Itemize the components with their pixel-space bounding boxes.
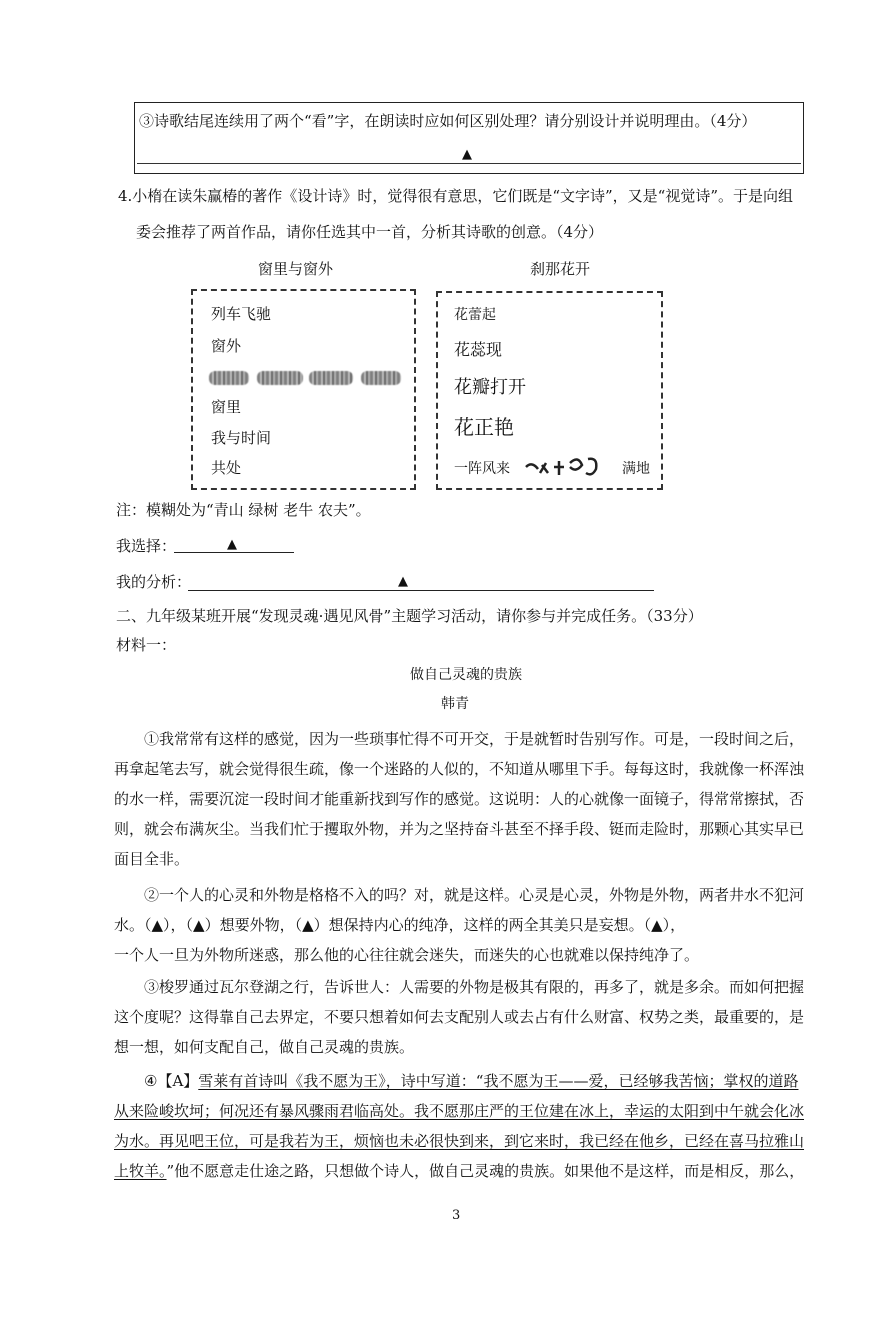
blurred-word [209,371,249,385]
poem2-line: 花蕊现 [454,340,503,359]
poem2-line: 花正艳 [454,415,514,439]
poem2-line: 花瓣打开 [454,377,526,398]
paragraph-line: ①我常常有这样的感觉，因为一些琐事忙得不可开交，于是就暂时告别写作。可是，一段时间之后， [144,730,805,748]
note: 注：模糊处为“青山 绿树 老牛 农夫”。 [116,501,371,519]
paragraph-line: 的水一样，需要沉淀一段时间才能重新找到写作的感觉。这说明：人的心就像一面镜子，得常常擦拭，否 [114,790,805,808]
poem1-line: 窗外 [211,337,242,355]
poem2-line: 满地 [622,461,650,477]
paragraph-line: 水。（▲），（▲）想要外物，（▲）想保持内心的纯净，这样的两全其美只是妄想。（▲）， [114,916,686,934]
poem2-box [436,291,663,490]
paragraph-1 [114,724,804,874]
choice-label: 我选择： [116,537,177,555]
material-1-label: 材料一： [116,636,177,654]
underlined-quote: 上牧羊。 [114,1162,167,1180]
paragraph-line: ③梭罗通过瓦尔登湖之行，告诉世人：人需要的外物是极其有限的，再多了，就是多余。而如何把握 [144,978,805,996]
poem1-line: 共处 [211,459,242,477]
paragraph-line: 再拿起笔去写，就会觉得很生疏，像一个迷路的人似的，不知道从哪里下手。每每这时，我就像一杯浑浊 [114,760,805,778]
poem1-line: 窗里 [211,398,242,416]
section-2-heading: 二、九年级某班开展“发现灵魂·遇见风骨”主题学习活动，请你参与并完成任务。（33分） [116,607,703,625]
paragraph-3 [114,972,804,1062]
underlined-quote: 为水。再见吧王位，可是我若为王，烦恼也未必很快到来，到它来时，我已经在他乡，已经在喜马拉雅山 [114,1132,805,1150]
question-4-line1: 4.小楕在读朱赢椿的著作《设计诗》时，觉得很有意思，它们既是“文字诗”，又是“视觉诗”。于是向组 [118,187,793,205]
analysis-label: 我的分析： [116,573,192,591]
question-3-text: ③诗歌结尾连续用了两个“看”字，在朗读时应如何区别处理？请分别设计并说明理由。（4分） [139,112,757,130]
underlined-quote: 从来险峻坎坷；何况还有暴风骤雨君临高处。我不愿那庄严的王位建在冰上，幸运的太阳到中午就会化冰 [114,1102,805,1120]
scattered-petals-graphic [524,451,612,481]
question-4-line2: 委会推荐了两首作品，请你任选其中一首，分析其诗歌的创意。（4分） [136,223,604,241]
paragraph-line: 一个人一旦为外物所迷惑，那么他的心往往就会迷失，而迷失的心也就难以保持纯净了。 [114,946,700,964]
answer-mark: ▲ [462,147,472,162]
blurred-word [309,371,353,385]
paragraph-line: ”他不愿意走仕途之路，只想做个诗人，做自己灵魂的贵族。如果他不是这样，而是相反，那么， [166,1162,805,1180]
paragraph-line: 想一想，如何支配自己，做自己灵魂的贵族。 [114,1038,415,1056]
article-author: 韩青 [441,696,469,712]
answer-line [137,163,801,164]
poem1-title: 窗里与窗外 [258,260,334,278]
paragraph-line: 这个度呢？这得靠自己去界定，不要只想着如何去支配别人或去占有什么财富、权势之类，最重要的，是 [114,1008,805,1026]
blurred-word [361,371,401,385]
poem2-line: 一阵风来 [454,461,510,477]
paragraph-line: ②一个人的心灵和外物是格格不入的吗？对，就是这样。心灵是心灵，外物是外物，两者井水不犯河 [144,886,805,904]
analysis-mark: ▲ [398,574,408,589]
choice-mark: ▲ [227,537,237,552]
article-title: 做自己灵魂的贵族 [410,667,522,683]
paragraph-2 [114,880,804,970]
question-3-box [134,102,804,174]
poem1-line: 列车飞驰 [211,305,272,323]
paragraph-4 [114,1066,804,1186]
poem1-line: 我与时间 [211,429,272,447]
blurred-word [257,371,303,385]
underlined-quote: 雪莱有首诗叫《我不愿为王》，诗中写道：“我不愿为王——爱，已经够我苦恼；掌权的道路 [198,1072,799,1090]
paragraph-line: 则，就会布满灰尘。当我们忙于攫取外物，并为之坚持奋斗甚至不择手段、铤而走险时，那颗心其实早已 [114,820,805,838]
paragraph-4-marker: ④【A】 [144,1072,199,1090]
poem2-line: 花蕾起 [454,307,496,323]
page-number: 3 [452,1208,461,1223]
poem1-box [191,289,416,490]
paragraph-line: 面目全非。 [114,850,190,868]
poem2-title: 刹那花开 [530,260,591,278]
choice-blank[interactable] [174,552,294,553]
analysis-blank[interactable] [188,590,654,591]
